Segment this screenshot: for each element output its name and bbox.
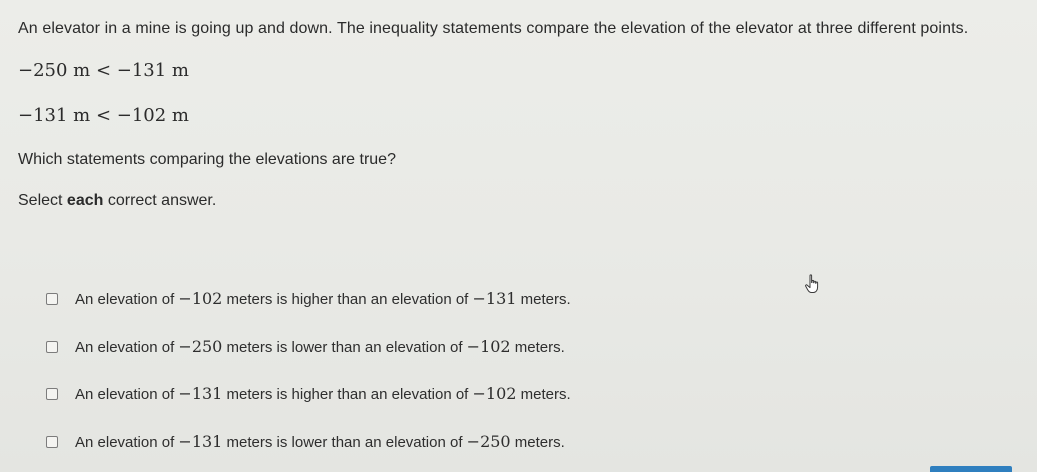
answer-option-3[interactable] xyxy=(46,384,571,403)
checkbox[interactable] xyxy=(46,341,58,353)
option-value-a: −250 xyxy=(178,337,223,356)
option-prefix: An elevation of xyxy=(75,291,179,308)
checkbox[interactable] xyxy=(46,293,58,305)
answer-option-label xyxy=(75,432,565,451)
option-middle: meters is higher than an elevation of xyxy=(222,291,473,308)
option-value-a: −102 xyxy=(178,289,223,308)
instruction-before: Select xyxy=(18,192,67,209)
instruction-after: correct answer. xyxy=(103,192,217,209)
question-text: An elevator in a mine is going up and down. The inequality statements compare the elevation of the elevator at three different points. xyxy=(18,20,969,37)
answer-option-label xyxy=(75,289,571,308)
question-prompt: Which statements comparing the elevations are true? xyxy=(18,151,396,168)
bottom-action-bar[interactable] xyxy=(930,466,1012,472)
answer-option-label xyxy=(75,337,565,356)
answer-option-label xyxy=(75,384,571,403)
option-suffix: meters. xyxy=(510,339,565,356)
answer-option-4[interactable] xyxy=(46,432,565,451)
inequality-statement: −250 m < −131 m xyxy=(18,60,189,81)
answer-instruction xyxy=(18,192,216,210)
option-value-a: −131 xyxy=(178,432,223,451)
answer-option-1[interactable] xyxy=(46,289,571,308)
inequality-statement: −131 m < −102 m xyxy=(18,105,189,126)
answer-option-2[interactable] xyxy=(46,337,565,356)
option-middle: meters is lower than an elevation of xyxy=(222,339,467,356)
option-value-b: −102 xyxy=(466,337,511,356)
option-suffix: meters. xyxy=(516,386,571,403)
option-value-b: −131 xyxy=(472,289,517,308)
option-suffix: meters. xyxy=(516,291,571,308)
checkbox[interactable] xyxy=(46,436,58,448)
option-value-b: −102 xyxy=(472,384,517,403)
option-middle: meters is lower than an elevation of xyxy=(222,434,467,451)
checkbox[interactable] xyxy=(46,388,58,400)
option-suffix: meters. xyxy=(510,434,565,451)
option-prefix: An elevation of xyxy=(75,434,179,451)
hand-pointer-icon xyxy=(804,274,820,294)
option-prefix: An elevation of xyxy=(75,339,179,356)
option-value-a: −131 xyxy=(178,384,223,403)
option-value-b: −250 xyxy=(466,432,511,451)
instruction-emphasis: each xyxy=(66,192,104,209)
option-middle: meters is higher than an elevation of xyxy=(222,386,473,403)
option-prefix: An elevation of xyxy=(75,386,179,403)
